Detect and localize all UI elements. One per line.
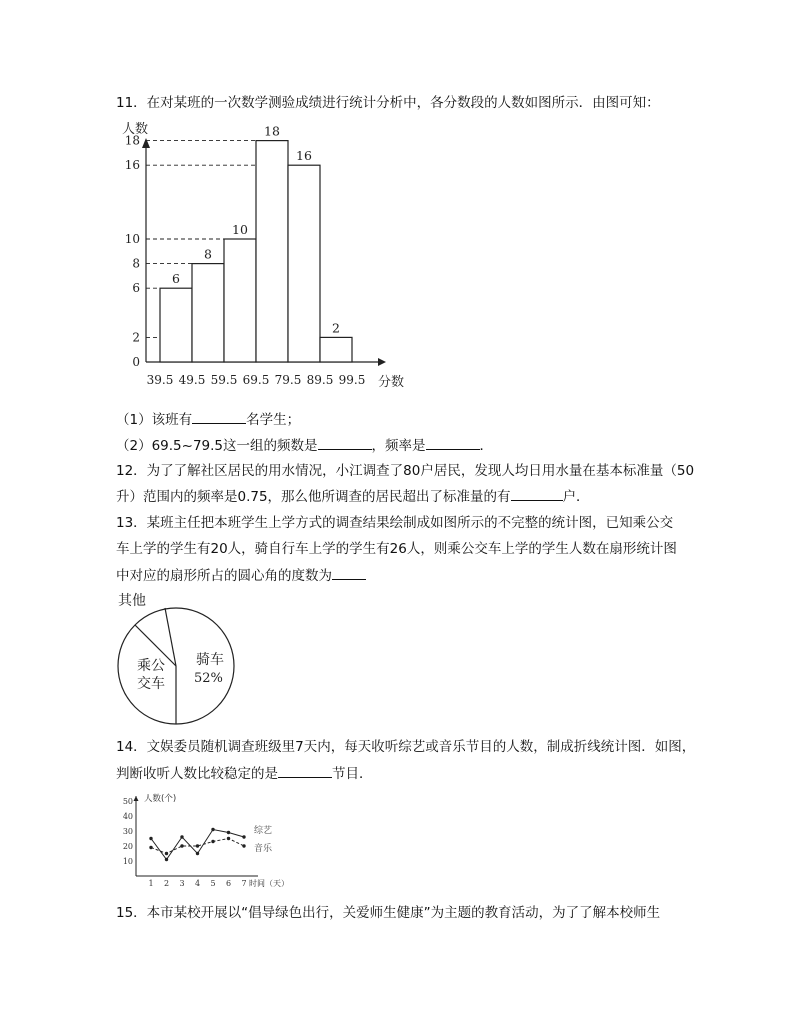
x-axis-title: 分数 <box>378 375 405 390</box>
q11-sub1 <box>116 410 300 429</box>
histogram-bar <box>288 165 320 362</box>
q12-line1: 12．为了了解社区居民的用水情况，小江调查了80户居民，发现人均日用水量在基本标准量（50 <box>116 463 695 479</box>
answer-blank[interactable] <box>511 487 563 501</box>
data-point <box>149 837 152 840</box>
x-tick-label: 69.5 <box>242 373 270 387</box>
bar-value-label: 18 <box>264 123 280 139</box>
x-tick-label: 4 <box>194 879 201 888</box>
data-point <box>227 831 230 834</box>
y-axis-title: 人数(个) <box>144 794 177 804</box>
q13-line3 <box>116 566 366 585</box>
q13-line1: 13．某班主任把本班学生上学方式的调查结果绘制成如图所示的不完整的统计图，已知乘公交 <box>116 515 674 531</box>
x-tick-label: 89.5 <box>306 373 334 387</box>
bar-value-label: 2 <box>332 320 340 336</box>
pie-label-other: 其他 <box>118 593 146 609</box>
y-tick-label: 50 <box>122 797 133 806</box>
data-point <box>180 844 183 847</box>
y-axis-arrow <box>134 796 139 801</box>
data-point <box>165 852 168 855</box>
q13-text: 中对应的扇形所占的圆心角的度数为 <box>116 568 332 584</box>
histogram-bar <box>256 141 288 362</box>
y-axis-title: 人数 <box>122 122 149 137</box>
x-tick-label: 7 <box>241 879 247 888</box>
line-chart <box>116 790 316 890</box>
q15-line1: 15．本市某校开展以“倡导绿色出行，关爱师生健康”为主题的教育活动，为了了解本校师生 <box>116 905 661 921</box>
q12-line2 <box>116 487 590 506</box>
data-point <box>227 837 230 840</box>
y-tick-label: 30 <box>122 827 133 836</box>
data-point <box>242 835 245 838</box>
y-tick-label: 2 <box>132 330 140 345</box>
q13-line2: 车上学的学生有20人，骑自行车上学的学生有26人，则乘公交车上学的学生人数在扇形统计图 <box>116 541 677 557</box>
pie-label-bus-1: 乘公 <box>137 658 165 674</box>
x-tick-label: 59.5 <box>210 373 238 387</box>
y-tick-label: 6 <box>132 281 140 296</box>
histogram-chart <box>116 118 416 393</box>
x-tick-label: 49.5 <box>178 373 206 387</box>
data-point <box>180 835 183 838</box>
x-axis-arrow <box>378 358 386 366</box>
y-tick-label: 20 <box>122 842 133 851</box>
y-tick-label: 10 <box>124 232 140 246</box>
y-tick-label: 10 <box>122 857 133 866</box>
bar-value-label: 16 <box>296 148 312 164</box>
q14-text-a: 判断收听人数比较稳定的是 <box>116 766 278 782</box>
q11-sub2-text-a: （2）69.5~79.5这一组的频数是 <box>116 438 318 454</box>
pie-label-bus-2: 交车 <box>137 676 165 692</box>
answer-blank[interactable] <box>332 566 366 580</box>
data-point <box>211 828 214 831</box>
pie-chart <box>110 590 250 730</box>
data-point <box>149 846 152 849</box>
bar-value-label: 6 <box>172 271 180 287</box>
histogram-bar <box>160 288 192 362</box>
y-tick-label: 0 <box>132 355 140 369</box>
answer-blank[interactable] <box>318 436 372 450</box>
y-tick-label: 16 <box>124 158 140 173</box>
series-label: 综艺 <box>254 826 273 836</box>
q11-sub2-text-b: ，频率是 <box>371 438 426 454</box>
histogram-bar <box>192 264 224 362</box>
x-tick-label: 2 <box>163 879 170 888</box>
data-point <box>242 844 245 847</box>
q11-sub1-text-b: 名学生； <box>246 412 301 428</box>
histogram-bar <box>320 337 352 362</box>
histogram-bar <box>224 239 256 362</box>
answer-blank[interactable] <box>278 764 332 778</box>
data-point <box>211 840 214 843</box>
q11-sub2-text-c: ． <box>479 438 494 454</box>
x-axis-title: 时间（天） <box>249 879 289 888</box>
bar-value-label: 8 <box>204 246 212 262</box>
q14-text-b: 节目． <box>332 766 373 782</box>
q11-sub2 <box>116 436 493 455</box>
pie-label-bike: 骑车 <box>196 652 224 668</box>
q12-text-b: 户． <box>562 489 590 505</box>
x-tick-label: 6 <box>225 879 232 888</box>
y-axis-arrow <box>142 138 150 148</box>
series-label: 音乐 <box>254 844 273 854</box>
q12-text-a: 升）范围内的频率是0.75，那么他所调查的居民超出了标准量的有 <box>116 489 511 505</box>
data-point <box>165 858 168 861</box>
q14-line1: 14．文娱委员随机调查班级里7天内，每天收听综艺或音乐节目的人数，制成折线统计图．如图， <box>116 739 696 755</box>
bar-value-label: 10 <box>232 222 248 237</box>
q11-stem: 11．在对某班的一次数学测验成绩进行统计分析中，各分数段的人数如图所示．由图可知： <box>116 95 660 111</box>
data-point <box>196 852 199 855</box>
x-tick-label: 39.5 <box>146 373 174 387</box>
q11-sub1-text-a: （1）该班有 <box>116 412 193 428</box>
data-point <box>196 844 199 847</box>
y-tick-label: 18 <box>124 133 140 148</box>
x-tick-label: 1 <box>148 879 154 888</box>
x-tick-label: 99.5 <box>338 373 366 387</box>
x-tick-label: 5 <box>210 879 216 888</box>
q14-line2 <box>116 764 373 783</box>
y-tick-label: 8 <box>132 256 140 271</box>
x-tick-label: 3 <box>179 879 185 888</box>
answer-blank[interactable] <box>192 410 246 424</box>
answer-blank[interactable] <box>426 436 480 450</box>
x-tick-label: 79.5 <box>274 373 302 387</box>
y-tick-label: 40 <box>122 812 133 821</box>
pie-label-bike-percent: 52% <box>194 671 223 686</box>
